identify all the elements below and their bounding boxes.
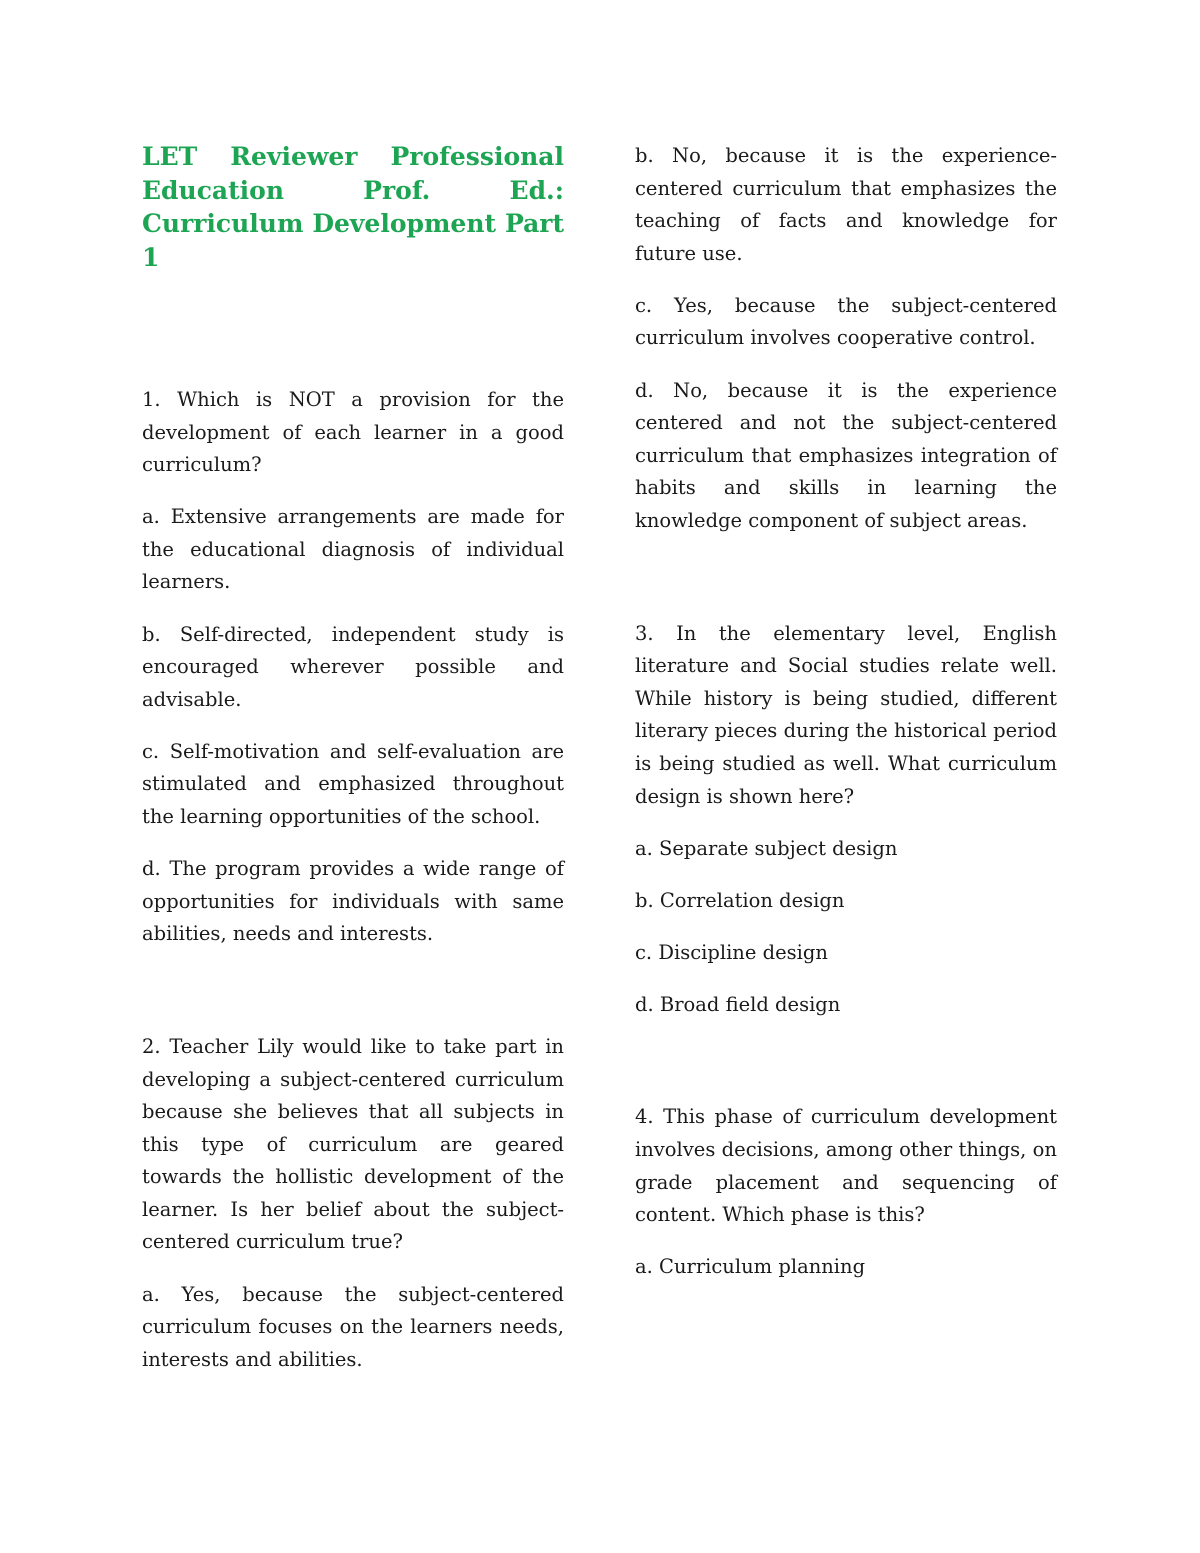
question-3-stem: 3. In the elementary level, English literature and Social studies relate well. While history is being studied, different literary pieces during the historical period is being studied as well. What curriculum design is shown here? (635, 621, 1057, 808)
question-3-option-c: c. Discipline design (635, 940, 828, 964)
question-2-option-c: c. Yes, because the subject-centered curriculum involves cooperative control. (635, 293, 1057, 350)
document-title (142, 140, 564, 274)
question-2-option-a: a. Yes, because the subject-centered curriculum focuses on the learners needs, interests and abilities. (142, 1282, 564, 1371)
question-1-option-a: a. Extensive arrangements are made for the educational diagnosis of individual learners. (142, 505, 564, 594)
question-1-option-b: b. Self-directed, independent study is encouraged wherever possible and advisable. (142, 622, 564, 711)
question-2-option-d: d. No, because it is the experience centered and not the subject-centered curriculum that emphasizes integration of habits and skills in learning the knowledge component of subject areas. (635, 378, 1057, 532)
left-column (142, 140, 564, 1396)
question-4-stem: 4. This phase of curriculum development involves decisions, among other things, on grade placement and sequencing of content. Which phase is this? (635, 1105, 1057, 1227)
question-1-option-c: c. Self-motivation and self-evaluation are stimulated and emphasized throughout the learning opportunities of the school. (142, 739, 564, 829)
question-3-option-d: d. Broad field design (635, 992, 841, 1016)
title-line-rest: Education Prof. Ed.: Curriculum Development Part 1 (142, 175, 564, 272)
right-column (635, 140, 1057, 1303)
question-3-option-b: b. Correlation design (635, 888, 845, 912)
question-2-stem: 2. Teacher Lily would like to take part in developing a subject-centered curriculum because she believes that all subjects in this type of curriculum are geared towards the hollistic development of the learner. Is her belief about the subject-centered curriculum true? (142, 1034, 564, 1254)
question-4-option-a: a. Curriculum planning (635, 1255, 866, 1279)
question-1-stem: 1. Which is NOT a provision for the development of each learner in a good curriculum? (142, 388, 564, 477)
question-2-option-b: b. No, because it is the experience-centered curriculum that emphasizes the teaching of facts and knowledge for future use. (635, 144, 1057, 265)
title-line-1: LET Reviewer Professional (142, 142, 564, 171)
question-3-option-a: a. Separate subject design (635, 836, 898, 860)
question-1-option-d: d. The program provides a wide range of opportunities for individuals with same abilities, needs and interests. (142, 857, 564, 946)
